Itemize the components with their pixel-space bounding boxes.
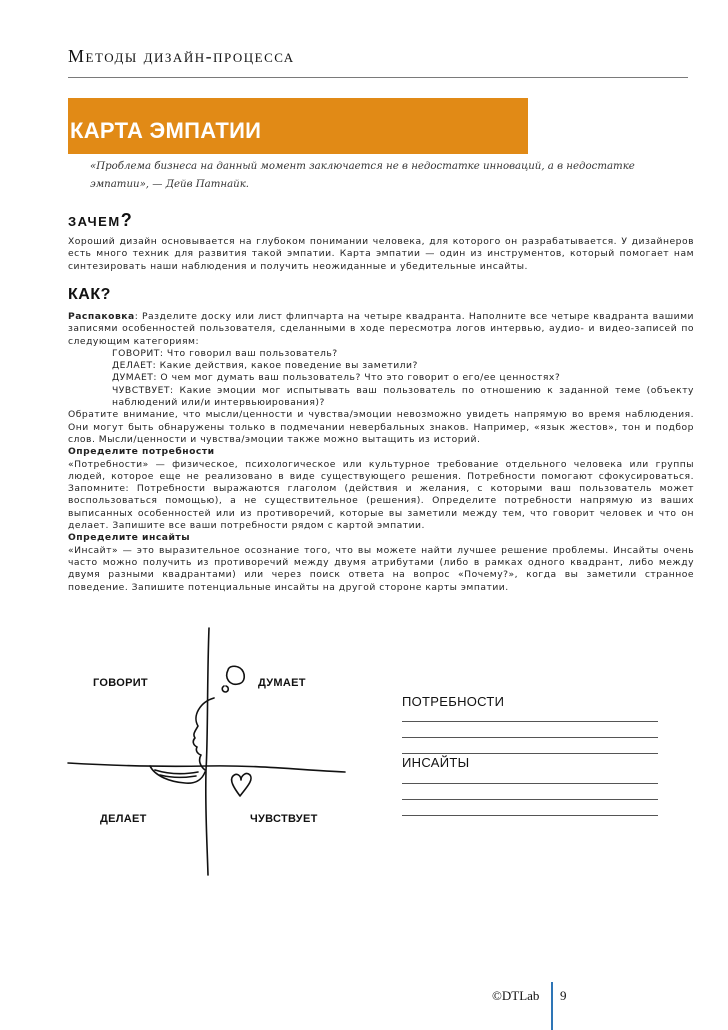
- page-title: КАРТА ЭМПАТИИ: [70, 118, 262, 143]
- needs-box-title: ПОТРЕБНОСТИ: [402, 694, 505, 709]
- category-feels: ЧУВСТВУЕТ: Какие эмоции мог испытывать ваш пользователь по отношению к заданной теме (объекту наблюдений или/и интервьюирования)?: [112, 384, 694, 409]
- epigraph-quote: «Проблема бизнеса на данный момент заключается не в недостатке инноваций, а в недостатке эмпатии», — Дейв Патнайк.: [90, 161, 635, 190]
- why-heading-mark: ?: [120, 210, 134, 230]
- page-number: 9: [560, 988, 567, 1003]
- category-does: ДЕЛАЕТ: Какие действия, какое поведение вы заметили?: [112, 360, 418, 372]
- how-heading: КАК?: [68, 286, 111, 303]
- running-header: Методы дизайн-процесса: [68, 46, 295, 66]
- needs-heading-text: Определите потребности: [68, 446, 215, 458]
- quadrant-says-label: ГОВОРИТ: [93, 677, 148, 689]
- quadrant-feels-label: ЧУВСТВУЕТ: [250, 813, 318, 825]
- how-section: [68, 311, 694, 594]
- why-heading-text: ЗАЧЕМ: [68, 214, 121, 229]
- observation-note: Обратите внимание, что мысли/ценности и чувства/эмоции невозможно увидеть напрямую во время наблюдения. Они могут быть обнаружены только в подмечании невербальных знаков. Например, «язык жестов», тон и подбор слов. Мысли/ценности и чувства/эмоции также можно вытащить из историй.: [68, 409, 694, 445]
- insights-heading: [68, 532, 694, 544]
- hand-outline: [150, 766, 205, 783]
- unpack-text: : Разделите доску или лист флипчарта на четыре квадранта. Наполните все четыре квадранта вашими записями особенностей пользователя, сделанными в ходе пересмотра логов интервью, аудио- и видео-записей по следующим категориям:: [68, 311, 694, 347]
- face-profile: [193, 698, 214, 770]
- insights-line: [402, 815, 658, 816]
- why-heading: [68, 210, 133, 231]
- heart-outline: [232, 774, 252, 796]
- needs-line: [402, 721, 658, 722]
- needs-line: [402, 753, 658, 754]
- needs-paragraph: «Потребности» — физическое, психологическое или культурное требование отдельного человека или группы людей, которое еще не реализовано в виде существующего решения. Потребности помогают сфокусироваться. Запомните: Потребности выражаются глаголом (действия и желания, с которыми ваш пользователь может воспользоваться помощью), а не существительное (решения). Определите потребности напрямую из ваших выписанных особенностей или из противоречий, которые вы заметили между тем, что говорит человек и что он делает. Запишите все ваши потребности рядом с картой эмпатии.: [68, 458, 694, 532]
- insights-box-title: ИНСАЙТЫ: [402, 755, 470, 770]
- unpack-label: Распаковка: [68, 311, 135, 322]
- thought-bubble-big: [227, 666, 245, 684]
- needs-line: [402, 737, 658, 738]
- copyright-text: ©DTLab: [492, 988, 540, 1003]
- vertical-axis: [206, 628, 209, 875]
- category-says: ГОВОРИТ: Что говорил ваш пользователь?: [112, 347, 338, 359]
- unpack-paragraph: [68, 311, 694, 348]
- quadrant-does-label: ДЕЛАЕТ: [100, 813, 147, 825]
- quadrant-thinks-label: ДУМАЕТ: [258, 677, 306, 689]
- why-paragraph: [68, 236, 694, 273]
- insights-line: [402, 799, 658, 800]
- empathy-map-sketch: [0, 620, 728, 880]
- why-text: Хороший дизайн основывается на глубоком понимании человека, для которого он разрабатывается. У дизайнеров есть много техник для развития такой эмпатии. Карта эмпатии — один из инструментов, который помогает нам синтезировать наши наблюдения и получить неожиданные и убедительные инсайты.: [68, 236, 694, 272]
- insights-heading-text: Определите инсайты: [68, 532, 191, 544]
- empathy-map-diagram: [0, 620, 728, 880]
- thought-bubble-small: [222, 686, 228, 692]
- category-thinks: ДУМАЕТ: О чем мог думать ваш пользователь? Что это говорит о его/ее ценностях?: [112, 372, 561, 384]
- needs-heading: [68, 446, 694, 458]
- insights-line: [402, 783, 658, 784]
- insights-paragraph: «Инсайт» — это выразительное осознание того, что вы можете найти лучшее решение проблемы. Инсайты очень часто можно получить из противоречий между двумя атрибутами (либо в рамках одного квадрант, либо между двумя разными квадрантами) или через поиск ответа на вопрос «Почему?», когда вы заметили странное поведение. Запишите потенциальные инсайты на другой стороне карты эмпатии.: [68, 544, 694, 593]
- header-divider: [68, 77, 688, 78]
- footer-divider: [551, 982, 553, 1030]
